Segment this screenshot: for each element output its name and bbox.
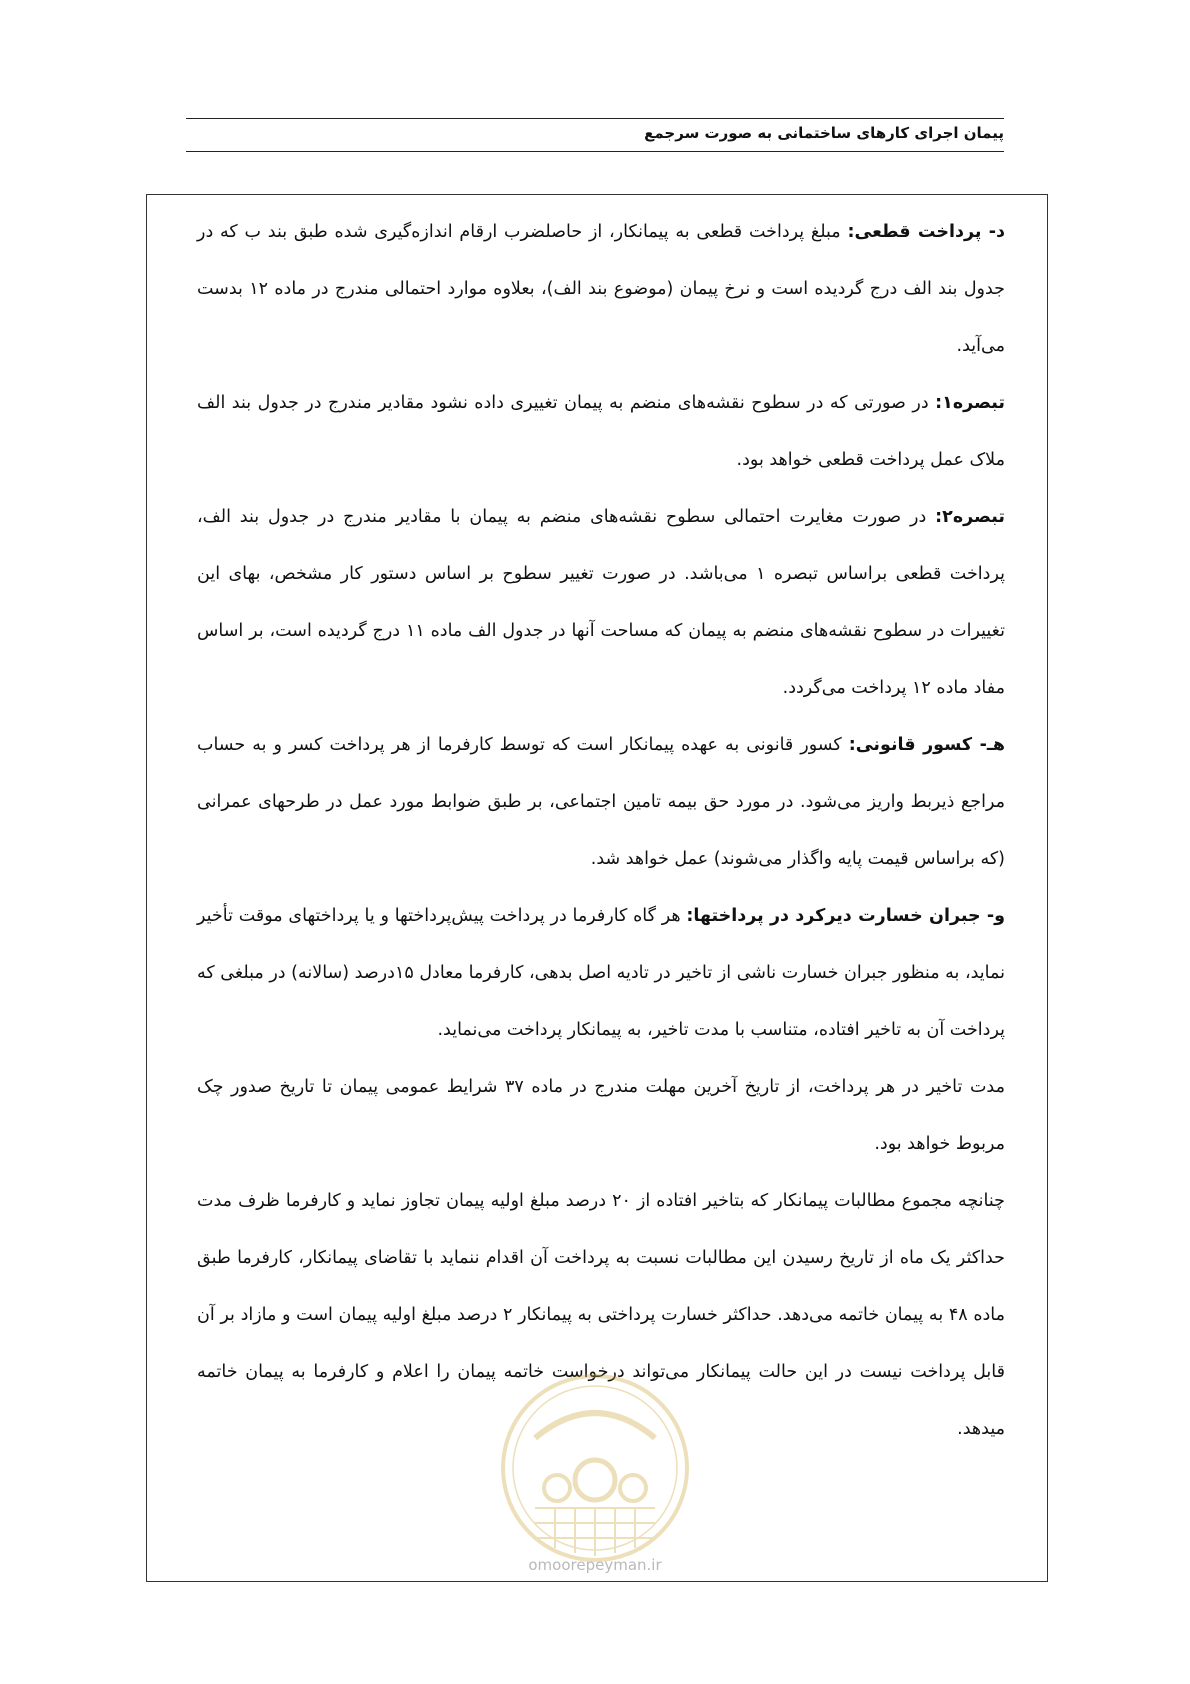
header-rule-bottom (186, 151, 1004, 152)
paragraph-text: هر گاه کارفرما در پرداخت پیش‌پرداختها و یا پرداختهای موقت تأخیر نماید، به منظور جبران خسارت ناشی از تاخیر در تادیه اصل بدهی، کارفرما معادل ۱۵درصد (سالانه) در مبلغی که پرداخت آن به تاخیر افتاده، متناسب با مدت تاخیر، به پیمانکار پرداخت می‌نماید. (197, 906, 1005, 1040)
paragraph-text: در صورت مغایرت احتمالی سطوح نقشه‌های منضم به پیمان با مقادیر مندرج در جدول بند الف، پرداخت قطعی براساس تبصره ۱ می‌باشد. در صورت تغییر سطوح بر اساس دستور کار مشخص، بهای این تغییرات در سطوح نقشه‌های منضم به پیمان که مساحت آنها در جدول الف ماده ۱۱ درج گردیده است، بر اساس مفاد ماده ۱۲ پرداخت می‌گردد. (197, 507, 1005, 698)
paragraph-delay-compensation (197, 888, 1005, 1059)
paragraph-text: مبلغ پرداخت قطعی به پیمانکار، از حاصلضرب ارقام اندازه‌گیری شده طبق بند ب که در جدول بند الف درج گردیده است و نرخ پیمان (موضوع بند الف)، بعلاوه موارد احتمالی مندرج در ماده ۱۲ بدست می‌آید. (197, 222, 1006, 356)
paragraph-final-payment (197, 204, 1005, 375)
paragraph-legal-deductions (197, 717, 1005, 888)
header-rule-top (186, 118, 1004, 119)
paragraph-lead: و- جبران خسارت دیرکرد در پرداختها: (686, 906, 1006, 926)
watermark-logo-icon (495, 1368, 695, 1568)
document-body (197, 204, 1005, 1458)
paragraph-lead: تبصره۱: (935, 393, 1005, 413)
paragraph-text: چنانچه مجموع مطالبات پیمانکار که بتاخیر افتاده از ۲۰ درصد مبلغ اولیه پیمان تجاوز نماید و کارفرما ظرف مدت حداکثر یک ماه از تاریخ رسیدن این مطالبات نسبت به پرداخت آن اقدام ننماید با تقاضای پیمانکار، کارفرما طبق ماده ۴۸ به پیمان خاتمه می‌دهد. حداکثر خسارت پرداختی به پیمانکار ۲ درصد مبلغ اولیه پیمان است و مازاد بر آن قابل پرداخت نیست در این حالت پیمانکار می‌تواند درخواست خاتمه پیمان را اعلام و کارفرما به پیمان خاتمه میدهد. (197, 1191, 1006, 1439)
paragraph-lead: تبصره۲: (935, 507, 1005, 527)
page-header-title: پیمان اجرای کارهای ساختمانی به صورت سرجمع (644, 124, 1004, 142)
paragraph-note-1 (197, 375, 1005, 489)
paragraph-text: مدت تاخیر در هر پرداخت، از تاریخ آخرین مهلت مندرج در ماده ۳۷ شرایط عمومی پیمان تا تاریخ صدور چک مربوط خواهد بود. (197, 1077, 1005, 1154)
paragraph-lead: د- پرداخت قطعی: (847, 222, 1005, 242)
paragraph-delay-period (197, 1059, 1005, 1173)
paragraph-text: در صورتی که در سطوح نقشه‌های منضم به پیمان تغییری داده نشود مقادیر مندرج در جدول بند الف ملاک عمل پرداخت قطعی خواهد بود. (197, 393, 1005, 470)
paragraph-note-2 (197, 489, 1005, 717)
paragraph-text: کسور قانونی به عهده پیمانکار است که توسط کارفرما از هر پرداخت کسر و به حساب مراجع ذیربط واریز می‌شود. در مورد حق بیمه تامین اجتماعی، بر طبق ضوابط مورد عمل در طرحهای عمرانی (که براساس قیمت پایه واگذار می‌شوند) عمل خواهد شد. (197, 735, 1005, 869)
paragraph-lead: هـ- کسور قانونی: (848, 735, 1005, 755)
watermark-url: omoorepeyman.ir (528, 1556, 662, 1574)
